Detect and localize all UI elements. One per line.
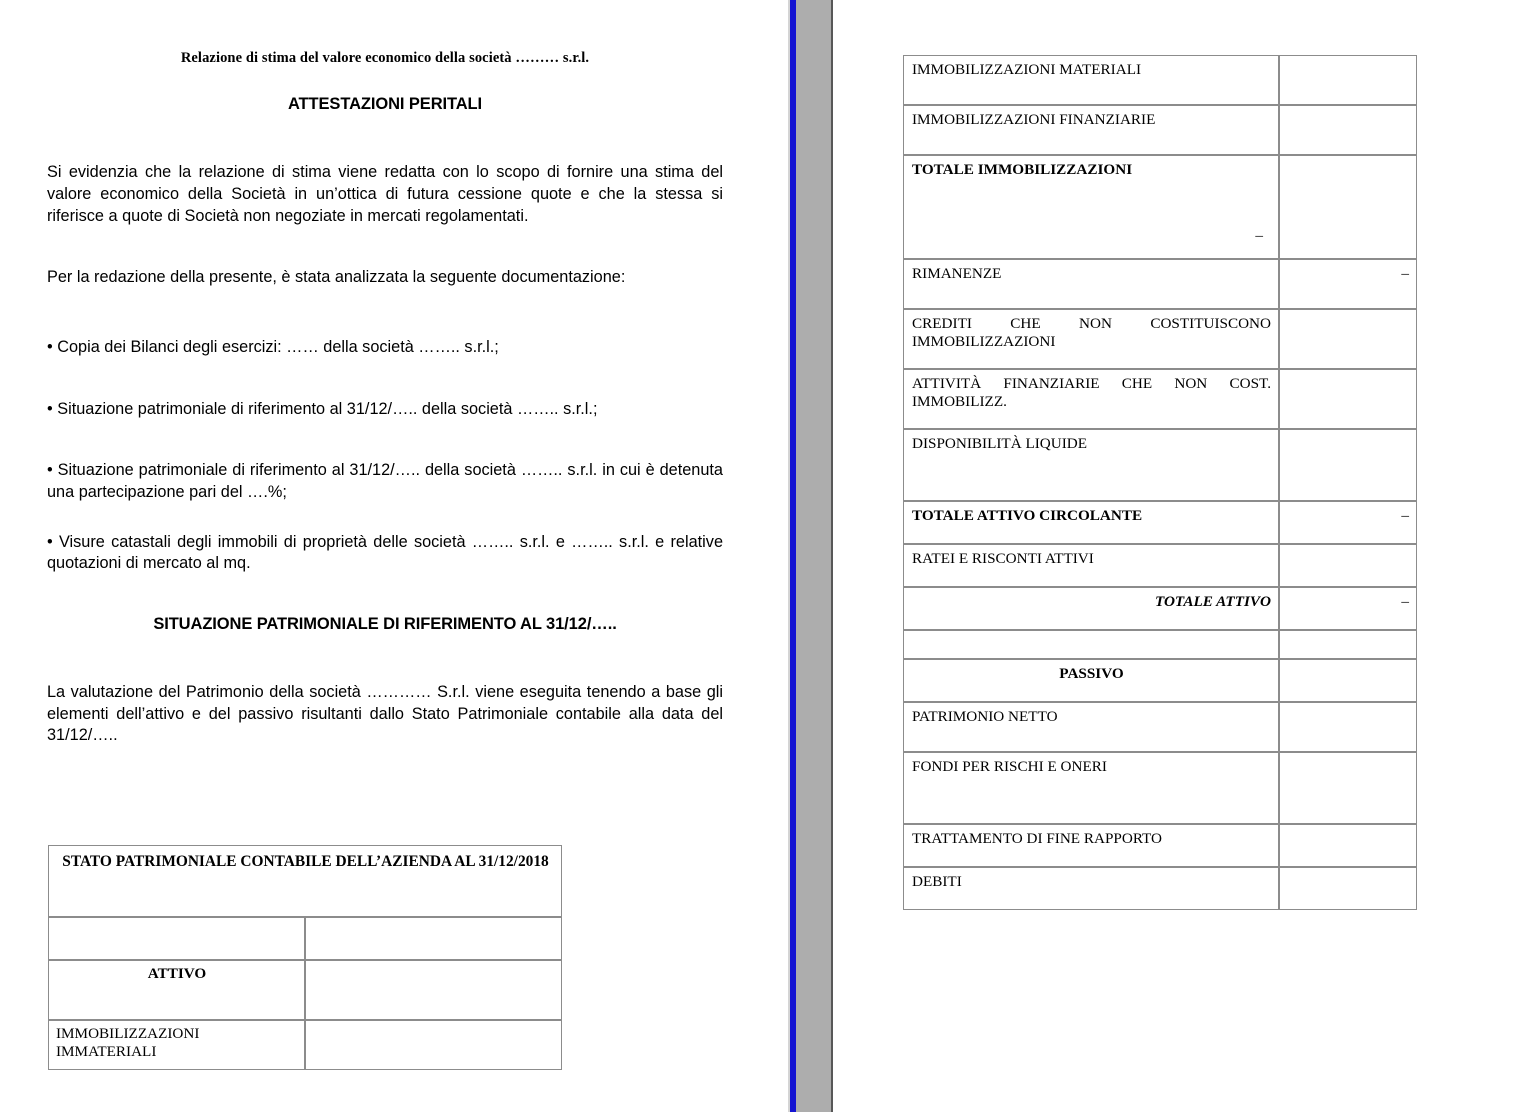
table-row — [903, 630, 1417, 659]
table-row — [903, 702, 1417, 752]
table-cell-label: TRATTAMENTO DI FINE RAPPORTO — [903, 824, 1279, 867]
heading-attestazioni-peritali: ATTESTAZIONI PERITALI — [287, 95, 483, 114]
table-cell-label: DISPONIBILITÀ LIQUIDE — [903, 429, 1279, 501]
table-cell-value — [1279, 105, 1417, 155]
table-cell-label: IMMOBILIZZAZIONI MATERIALI — [903, 55, 1279, 105]
table-row — [903, 105, 1417, 155]
paragraph-intro: Si evidenzia che la relazione di stima viene redatta con lo scopo di fornire una stima del valore economico della Società in un’ottica di futura cessione quote e che la stessa si riferisce a quote di Società non negoziate in mercati regolamentati. — [47, 163, 723, 225]
table-cell-label: TOTALE ATTIVO — [903, 587, 1279, 630]
table-row — [903, 55, 1417, 105]
table-header-cell: STATO PATRIMONIALE CONTABILE DELL’AZIENDA AL 31/12/2018 — [48, 845, 562, 917]
table-cell-value — [1279, 752, 1417, 824]
spacer — [47, 359, 723, 399]
list-item: • Situazione patrimoniale di riferimento al 31/12/….. della società …….. s.r.l. in cui è detenuta una partecipazione pari del ….%; — [47, 461, 723, 502]
table-row — [48, 917, 562, 960]
table-row — [903, 369, 1417, 429]
spacer — [47, 420, 723, 460]
page-divider — [788, 0, 834, 1112]
table-cell-label: CREDITI CHE NON COSTITUISCONO IMMOBILIZZAZIONI — [903, 309, 1279, 369]
table-row — [903, 752, 1417, 824]
table-cell-value — [305, 917, 562, 960]
table-cell-label: PASSIVO — [903, 659, 1279, 702]
table-row — [48, 1020, 562, 1070]
table-cell-label: ATTIVITÀ FINANZIARIE CHE NON COST. IMMOBILIZZ. — [903, 369, 1279, 429]
table-cell-value — [1279, 544, 1417, 587]
table-cell-value — [1279, 659, 1417, 702]
table-cell-value — [1279, 867, 1417, 910]
list-item: • Visure catastali degli immobili di proprietà delle società …….. s.r.l. e …….. s.r.l. e relative quotazioni di mercato al mq. — [47, 532, 723, 573]
paragraph-redazione: Per la redazione della presente, è stata analizzata la seguente documentazione: — [47, 268, 626, 287]
table-cell-label: DEBITI — [903, 867, 1279, 910]
table-cell-value — [1279, 55, 1417, 105]
table-cell-label: TOTALE ATTIVO CIRCOLANTE — [903, 501, 1279, 544]
table-cell-label-text: TOTALE IMMOBILIZZAZIONI — [912, 161, 1133, 178]
table-row — [903, 501, 1417, 544]
table-cell-label — [48, 917, 305, 960]
stato-patrimoniale-continuation-table-container — [903, 55, 1417, 910]
table-cell-value — [1279, 369, 1417, 429]
table-cell-value: – — [1279, 259, 1417, 309]
table-cell-value — [1279, 824, 1417, 867]
table-cell-value: – — [1279, 587, 1417, 630]
table-cell-label: RATEI E RISCONTI ATTIVI — [903, 544, 1279, 587]
table-row — [48, 960, 562, 1020]
table-row — [903, 659, 1417, 702]
spacer — [47, 227, 723, 267]
table-cell-label: ATTIVO — [48, 960, 305, 1020]
right-page — [834, 0, 1536, 1112]
table-cell-label — [903, 155, 1279, 259]
document-title: Relazione di stima del valore economico della società ……… s.r.l. — [180, 50, 590, 66]
spacer — [47, 114, 723, 162]
table-row — [903, 587, 1417, 630]
table-cell-value — [1279, 155, 1417, 259]
list-item: • Copia dei Bilanci degli esercizi: …… della società …….. s.r.l.; — [47, 338, 499, 357]
list-item: • Situazione patrimoniale di riferimento al 31/12/….. della società …….. s.r.l.; — [47, 399, 598, 418]
paragraph-valutazione: La valutazione del Patrimonio della società ………… S.r.l. viene eseguita tenendo a base gli elementi dell’attivo e del passivo risultanti dallo Stato Patrimoniale contabile alla data del 31/12/….. — [47, 683, 723, 745]
table-row — [903, 429, 1417, 501]
table-cell-label: RIMANENZE — [903, 259, 1279, 309]
document-body — [47, 50, 723, 747]
spacer — [47, 634, 723, 682]
table-cell-label-trailing-dash: – — [1255, 226, 1263, 244]
table-cell-value — [1279, 702, 1417, 752]
stato-patrimoniale-continuation-table — [903, 55, 1417, 910]
stato-patrimoniale-table-container — [48, 845, 562, 1070]
table-cell-label: IMMOBILIZZAZIONI IMMATERIALI — [48, 1020, 305, 1070]
heading-situazione-patrimoniale: SITUAZIONE PATRIMONIALE DI RIFERIMENTO AL 31/12/….. — [153, 615, 617, 634]
table-row-header — [48, 845, 562, 917]
table-cell-label — [903, 630, 1279, 659]
stato-patrimoniale-table — [48, 845, 562, 1070]
spacer — [47, 289, 723, 337]
spacer — [47, 575, 723, 615]
table-row — [903, 867, 1417, 910]
table-row — [903, 309, 1417, 369]
table-cell-value — [1279, 309, 1417, 369]
table-cell-label: FONDI PER RISCHI E ONERI — [903, 752, 1279, 824]
table-row — [903, 824, 1417, 867]
table-cell-value — [1279, 429, 1417, 501]
table-cell-label: IMMOBILIZZAZIONI FINANZIARIE — [903, 105, 1279, 155]
table-row — [903, 259, 1417, 309]
table-cell-label: PATRIMONIO NETTO — [903, 702, 1279, 752]
table-cell-value — [1279, 630, 1417, 659]
spacer — [47, 504, 723, 532]
divider-gray-band[interactable] — [796, 0, 831, 1112]
table-cell-value — [305, 1020, 562, 1070]
table-cell-value — [305, 960, 562, 1020]
table-row — [903, 155, 1417, 259]
spacer — [47, 67, 723, 95]
table-row — [903, 544, 1417, 587]
divider-dark-edge — [831, 0, 833, 1112]
table-cell-value: – — [1279, 501, 1417, 544]
